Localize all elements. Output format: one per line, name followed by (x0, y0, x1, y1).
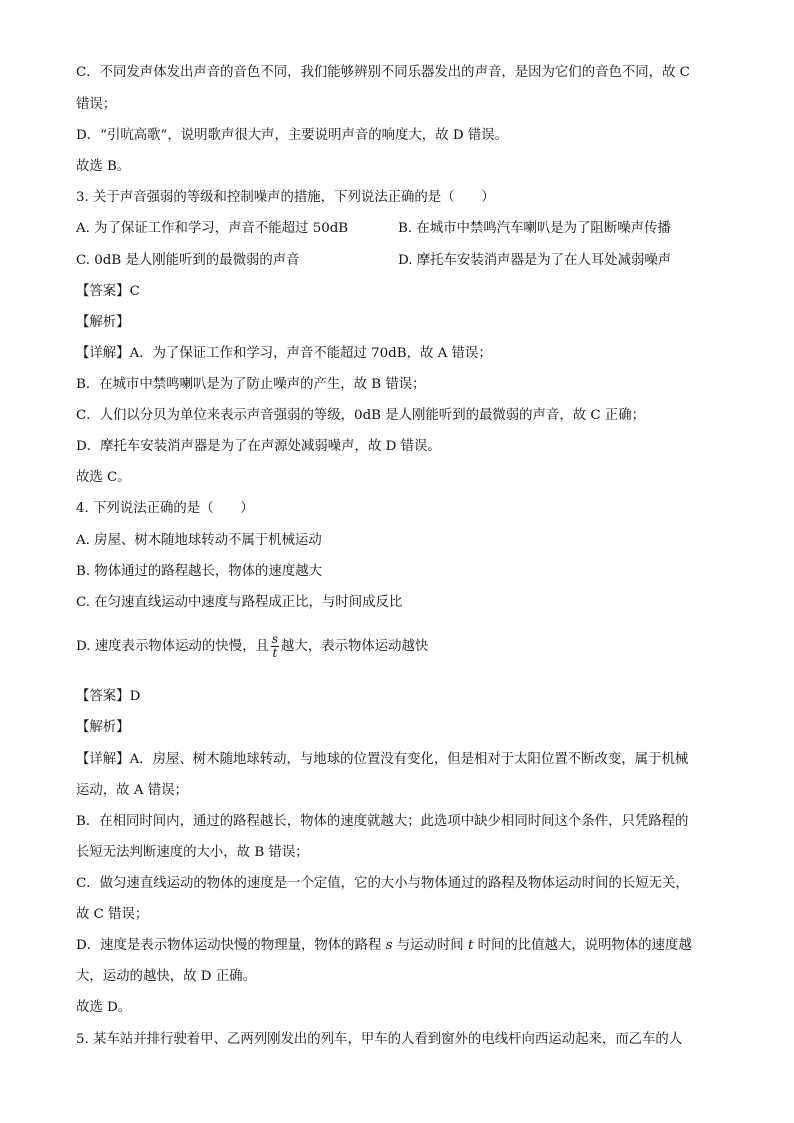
q3-option-b: B. 在城市中禁鸣汽车喇叭是为了阻断噪声传播 (398, 221, 671, 236)
explanation-text: A．房屋、树木随地球转动，与地球的位置没有变化，但是相对于太阳位置不断改变，属于机械 (129, 752, 689, 767)
text-line: 故选 B。 (76, 159, 131, 174)
q4-option-a: A. 房屋、树木随地球转动不属于机械运动 (76, 533, 322, 548)
text-line: C．不同发声体发出声音的音色不同，我们能够辨别不同乐器发出的声音，是因为它们的音色不同，故 C (76, 65, 690, 80)
option-text: 越大，表示物体运动越快 (281, 639, 429, 654)
q3-answer (76, 283, 140, 301)
answer-value: C (129, 284, 140, 299)
q4-analysis-tag: 【解析】 (76, 720, 130, 735)
q3-option-c: C. 0dB 是人刚能听到的最微弱的声音 (76, 253, 300, 268)
answer-value: D (129, 689, 141, 704)
q3-option-d: D. 摩托车安装消声器是为了在人耳处减弱噪声 (398, 253, 672, 268)
text-line: 错误； (76, 97, 117, 112)
q4-explanation-line: 长短无法判断速度的大小，故 B 错误； (76, 845, 309, 860)
q4-explanation-line: 运动，故 A 错误； (76, 783, 188, 798)
text-line: D．“引吭高歌”，说明歌声很大声，主要说明声音的响度大，故 D 错误。 (76, 128, 509, 143)
q3-explanation-line: B．在城市中禁鸣喇叭是为了防止噪声的产生，故 B 错误； (76, 377, 426, 392)
q4-explanation-line: C．做匀速直线运动的物体的速度是一个定值，它的大小与物体通过的路程及物体运动时间的长短无关， (76, 876, 689, 891)
q4-explanation-line (76, 937, 692, 955)
q3-analysis-tag: 【解析】 (76, 315, 130, 330)
q4-answer (76, 688, 140, 706)
q3-explanation-line (76, 345, 492, 363)
detail-tag: 【详解】 (76, 752, 130, 767)
answer-tag: 【答案】 (76, 689, 130, 704)
q3-conclusion: 故选 C。 (76, 470, 131, 485)
explanation-text: 与运动时间 (392, 938, 468, 953)
q4-explanation-line: 故 C 错误； (76, 907, 149, 922)
explanation-text: A．为了保证工作和学习，声音不能超过 70dB，故 A 错误； (129, 346, 492, 361)
question-5-stem: 5. 某车站并排行驶着甲、乙两列刚发出的列车，甲车的人看到窗外的电线杆向西运动起来，而乙车的人 (76, 1032, 683, 1047)
q4-explanation-line: B．在相同时间内，通过的路程越长，物体的速度就越大；此选项中缺少相同时间这个条件，只凭路程的 (76, 814, 689, 829)
q3-explanation-line: D．摩托车安装消声器是为了在声源处减弱噪声，故 D 错误。 (76, 439, 441, 454)
option-text: D. 速度表示物体运动的快慢，且 (76, 639, 269, 654)
q3-option-a: A. 为了保证工作和学习，声音不能超过 50dB (76, 221, 349, 236)
s-over-t-fraction (271, 633, 279, 660)
q4-option-b: B. 物体通过的路程越长，物体的速度越大 (76, 564, 322, 579)
explanation-text: 时间的比值越大，说明物体的速度越 (473, 938, 692, 953)
detail-tag: 【详解】 (76, 346, 130, 361)
q4-explanation-line (76, 751, 688, 769)
q3-explanation-line: C．人们以分贝为单位来表示声音强弱的等级，0dB 是人刚能听到的最微弱的声音，故 C 正确； (76, 408, 646, 423)
variable-t: t (467, 938, 474, 953)
variable-s: s (385, 938, 393, 953)
answer-tag: 【答案】 (76, 284, 130, 299)
question-4-stem: 4. 下列说法正确的是（ ） (76, 501, 254, 516)
fraction-denominator: t (272, 646, 278, 660)
fraction-numerator: s (271, 632, 279, 646)
question-3-stem: 3. 关于声音强弱的等级和控制噪声的措施，下列说法正确的是（ ） (76, 190, 495, 205)
q4-conclusion: 故选 D。 (76, 1000, 132, 1015)
explanation-text: D．速度是表示物体运动快慢的物理量，物体的路程 (76, 938, 386, 953)
q4-option-c: C. 在匀速直线运动中速度与路程成正比，与时间成反比 (76, 595, 403, 610)
q4-explanation-line: 大，运动的越快，故 D 正确。 (76, 969, 256, 984)
q4-option-d (76, 633, 428, 660)
